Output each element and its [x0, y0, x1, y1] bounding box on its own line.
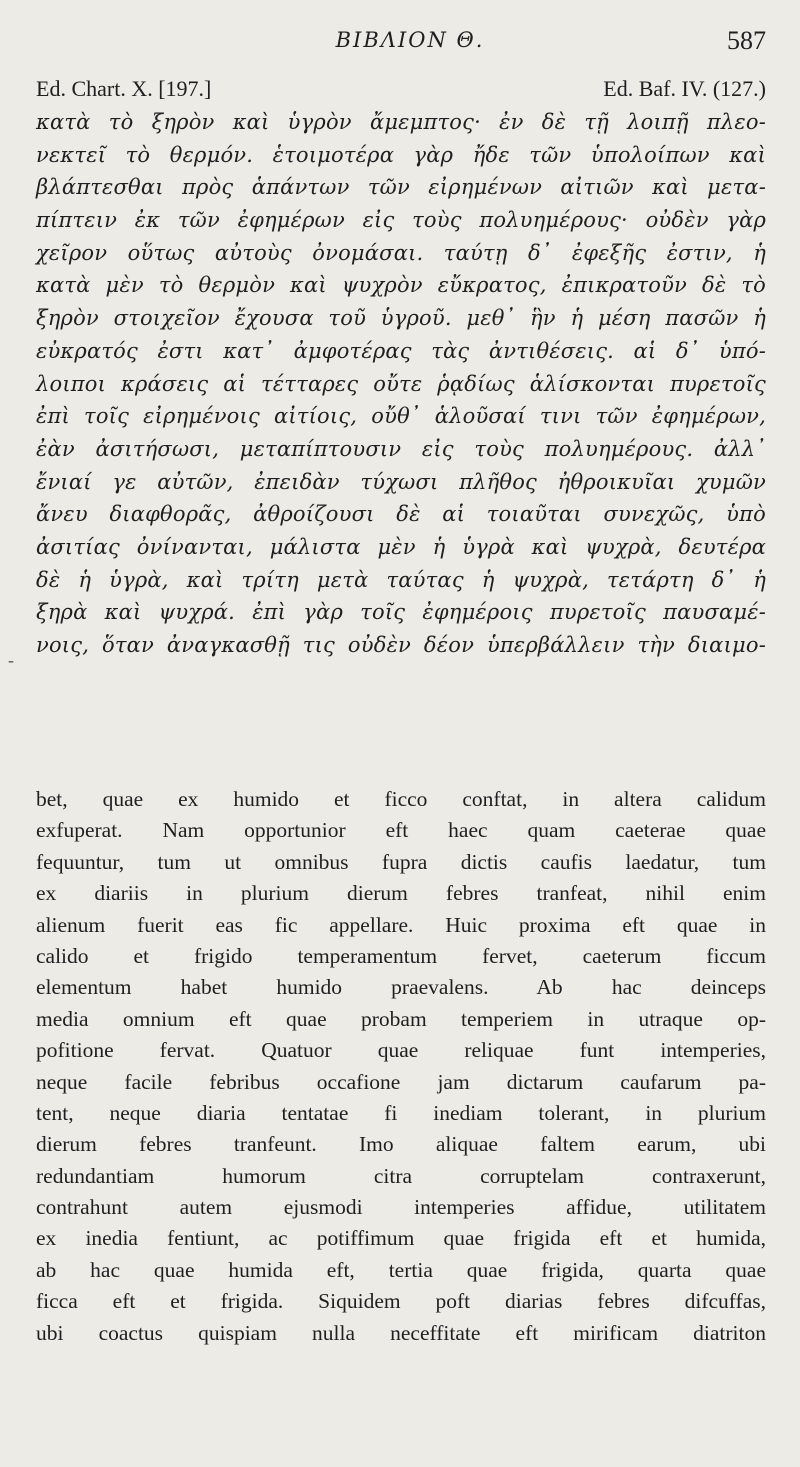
edition-reference-left: Ed. Chart. X. [197.]: [36, 76, 212, 101]
latin-line: dierum febres tranfeunt. Imo aliquae faltem earum, ubi: [36, 1132, 766, 1157]
greek-line: κατὰ τὸ ξηρὸν καὶ ὑγρὸν ἄμεμπτος· ἐν δὲ τῇ λοιπῇ πλεο-: [36, 110, 766, 134]
greek-line: εὐκρατός ἐστι κατ᾽ ἀμφοτέρας τὰς ἀντιθέσεις. αἱ δ᾽ ὑπό-: [36, 338, 766, 363]
greek-line: κατὰ μὲν τὸ θερμὸν καὶ ψυχρὸν εὔκρατος, ἐπικρατοῦν δὲ τὸ: [36, 273, 766, 298]
latin-line: alienum fuerit eas fic appellare. Huic proxima eft quae in: [36, 912, 766, 937]
greek-text-block: [36, 106, 766, 662]
greek-line: βλάπτεσθαι πρὸς ἁπάντων τῶν εἰρημένων αἰτιῶν καὶ μετα-: [36, 175, 766, 200]
greek-line: ἄνευ διαφθορᾶς, ἀθροίζουσι δὲ αἱ τοιαῦται συνεχῶς, ὑπὸ: [36, 502, 766, 527]
latin-line: pofitione fervat. Quatuor quae reliquae funt intemperies,: [36, 1038, 766, 1063]
latin-line: exfuperat. Nam opportunior eft haec quam caeterae quae: [36, 818, 766, 843]
latin-line: ubi coactus quispiam nulla neceffitate eft mirificam diatriton: [36, 1320, 766, 1345]
greek-line: πίπτειν ἐκ τῶν ἐφημέρων εἰς τοὺς πολυημέρους· οὐδὲν γὰρ: [36, 208, 766, 233]
latin-line: fequuntur, tum ut omnibus fupra dictis caufis laedatur, tum: [36, 849, 766, 874]
latin-line: media omnium eft quae probam temperiem in utraque op-: [36, 1006, 766, 1031]
greek-line: ἔνιαί γε αὐτῶν, ἐπειδὰν τύχωσι πλῆθος ἠθροικυῖαι χυμῶν: [36, 469, 766, 494]
greek-line: δὲ ἡ ὑγρὰ, καὶ τρίτη μετὰ ταύτας ἡ ψυχρὰ, τετάρτη δ᾽ ἡ: [36, 567, 766, 592]
greek-line: νοις, ὅταν ἀναγκασθῇ τις οὐδὲν δέον ὑπερβάλλειν τὴν διαιμο-: [36, 633, 766, 657]
greek-line: νεκτεῖ τὸ θερμόν. ἑτοιμοτέρα γὰρ ἤδε τῶν ὑπολοίπων καὶ: [36, 142, 766, 167]
greek-line: ἐὰν ἀσιτήσωσι, μεταπίπτουσιν εἰς τοὺς πολυημέρους. ἀλλ᾽: [36, 436, 766, 461]
margin-mark: -: [8, 650, 14, 670]
greek-line: χεῖρον οὕτως αὐτοὺς ὀνομάσαι. ταύτῃ δ᾽ ἐφεξῆς ἐστιν, ἡ: [36, 240, 766, 265]
latin-line: redundantiam humorum citra corruptelam contraxerunt,: [36, 1163, 766, 1188]
latin-line: bet, quae ex humido et ficco conftat, in altera calidum: [36, 787, 766, 811]
greek-line: ἐπὶ τοῖς εἰρημένοις αἰτίοις, οὔθ᾽ ἁλοῦσαί τινι τῶν ἐφημέρων,: [36, 404, 766, 429]
latin-line: ab hac quae humida eft, tertia quae frigida, quarta quae: [36, 1257, 766, 1282]
edition-reference-right: Ed. Baf. IV. (127.): [603, 76, 766, 101]
latin-text-block: [36, 784, 766, 1349]
greek-line: λοιποι κράσεις αἱ τέτταρες οὔτε ῥᾳδίως ἁλίσκονται πυρετοῖς: [36, 371, 766, 396]
latin-line: contrahunt autem ejusmodi intemperies affidue, utilitatem: [36, 1195, 766, 1220]
running-title: ΒΙΒΛΙΟΝ Θ.: [335, 28, 485, 52]
latin-line: tent, neque diaria tentatae fi inediam tolerant, in plurium: [36, 1100, 766, 1125]
greek-line: ἀσιτίας ὀνίνανται, μάλιστα μὲν ἡ ὑγρὰ καὶ ψυχρὰ, δευτέρα: [36, 534, 766, 559]
latin-line: elementum habet humido praevalens. Ab hac deinceps: [36, 975, 766, 1000]
latin-line: ex inedia fentiunt, ac potiffimum quae frigida eft et humida,: [36, 1226, 766, 1251]
greek-line: ξηρὸν στοιχεῖον ἔχουσα τοῦ ὑγροῦ. μεθ᾽ ἣν ἡ μέση πασῶν ἡ: [36, 306, 766, 331]
latin-line: ficca eft et frigida. Siquidem poft diarias febres difcuffas,: [36, 1289, 766, 1314]
latin-line: neque facile febribus occafione jam dictarum caufarum pa-: [36, 1069, 766, 1094]
page-number: 587: [727, 26, 766, 55]
greek-line: ξηρὰ καὶ ψυχρά. ἐπὶ γὰρ τοῖς ἐφημέροις πυρετοῖς παυσαμέ-: [36, 600, 766, 625]
latin-line: calido et frigido temperamentum fervet, caeterum ficcum: [36, 943, 766, 968]
latin-line: ex diariis in plurium dierum febres tranfeat, nihil enim: [36, 881, 766, 906]
